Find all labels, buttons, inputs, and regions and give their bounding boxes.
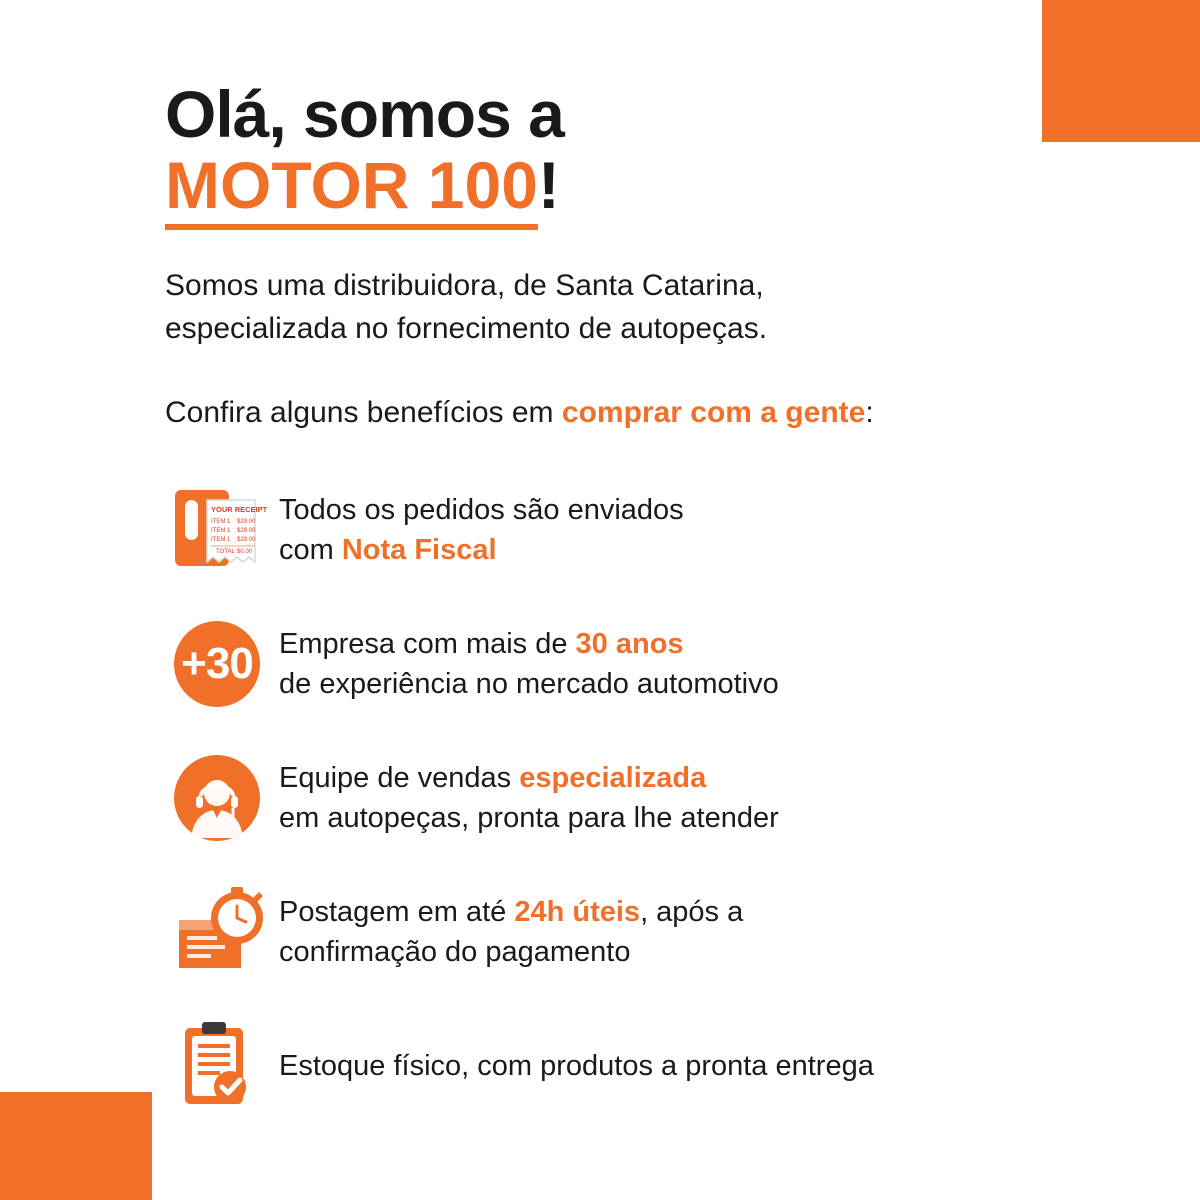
package-stopwatch-icon [165,884,269,980]
clipboard-check-icon-svg [169,1018,265,1114]
plus-thirty-badge-icon [165,616,269,712]
clipboard-check-icon [165,1018,269,1114]
list-item-text [269,1046,874,1086]
benefit-3-line-1-prefix: Equipe de vendas [279,762,520,795]
content-area [165,77,1065,1114]
package-stopwatch-icon-svg [167,884,267,980]
benefit-2-line-1-prefix: Empresa com mais de [279,628,576,661]
decorative-square-top-right [1042,0,1200,142]
sales-agent-icon-svg [171,752,263,844]
benefit-4-highlight: 24h úteis [514,896,641,929]
benefit-2-highlight: 30 anos [575,628,684,661]
list-item [165,616,1065,712]
decorative-square-bottom-left [0,1092,152,1200]
benefit-1-highlight: Nota Fiscal [341,534,497,567]
svg-text:TOTAL: TOTAL [216,549,235,556]
list-item [165,482,1065,578]
list-item [165,1018,1065,1114]
list-item-text [269,758,779,838]
list-item-text [269,892,743,972]
svg-text:ITEM 1: ITEM 1 [211,519,231,526]
list-item [165,884,1065,980]
receipt-icon [165,482,269,578]
list-item-text [269,624,779,704]
headline-line-2 [165,149,1065,223]
intro-line-1: Somos uma distribuidora, de Santa Catarina, [165,269,764,303]
benefits-lead [165,392,1065,434]
svg-text:ITEM 1: ITEM 1 [211,537,231,544]
benefits-list [165,482,1065,1114]
receipt-title: YOUR RECEIPT [211,505,267,515]
benefit-4-line-2: confirmação do pagamento [279,936,631,969]
list-item [165,750,1065,846]
benefits-lead-highlight: comprar com a gente [561,396,866,430]
benefits-lead-prefix: Confira alguns benefícios em [165,396,562,430]
headline-exclamation: ! [537,148,560,223]
headline-line-1: Olá, somos a [165,77,564,151]
benefit-3-highlight: especializada [519,762,707,795]
sales-agent-icon [165,750,269,846]
intro-paragraph [165,265,1025,350]
benefit-1-line-2-prefix: com [279,534,342,567]
badge-label: +30 [181,639,253,689]
svg-text:$29.00: $29.00 [237,519,256,526]
receipt-icon-svg [167,482,267,578]
benefit-2-line-2: de experiência no mercado automotivo [279,668,779,701]
benefit-1-line-1: Todos os pedidos são enviados [279,494,684,527]
benefit-3-line-2: em autopeças, pronta para lhe atender [279,802,779,835]
benefit-5-line-1: Estoque físico, com produtos a pronta entrega [279,1050,874,1083]
benefits-lead-suffix: : [865,396,874,430]
svg-text:$0.00: $0.00 [237,549,253,556]
svg-text:$29.00: $29.00 [237,537,256,544]
svg-text:$29.00: $29.00 [237,528,256,535]
list-item-text [269,490,684,570]
svg-text:ITEM 1: ITEM 1 [211,528,231,535]
badge-circle [174,621,260,707]
brand-name: MOTOR 100 [165,148,538,230]
benefit-4-line-1-suffix: , após a [640,896,744,929]
benefit-4-line-1-prefix: Postagem em até [279,896,515,929]
intro-line-2: especializada no fornecimento de autopeças. [165,311,768,345]
